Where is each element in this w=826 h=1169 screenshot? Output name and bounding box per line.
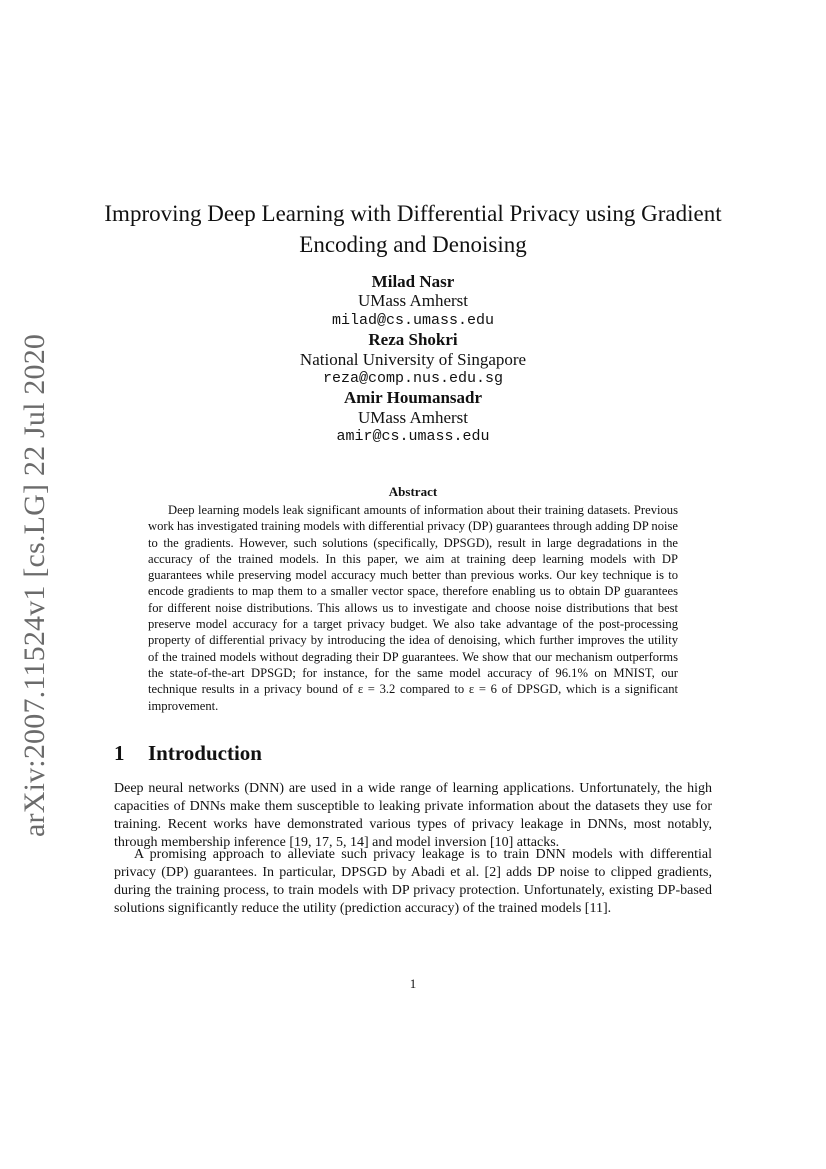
author-affiliation: UMass Amherst [357, 291, 469, 311]
author-name: Reza Shokri [368, 330, 458, 350]
page-number: 1 [409, 976, 417, 991]
author-name: Amir Houmansadr [343, 388, 483, 408]
paper-title: Improving Deep Learning with Differential Privacy using Gradient Encoding and Denoising [104, 201, 722, 257]
body-paragraph: A promising approach to alleviate such privacy leakage is to train DNN models with differential privacy (DP) guarantees. In particular, DPSGD by Abadi et al. [2] adds DP noise to clipped gradients, during the training process, to train models with DP privacy protection. Unfortunately, existing DP-based solutions significantly reduce the utility (prediction accuracy) of the trained models [11]. [114, 847, 712, 916]
author-affiliation: UMass Amherst [357, 407, 469, 427]
section-heading [114, 741, 262, 766]
author-email[interactable]: amir@cs.umass.edu [336, 428, 490, 446]
section-number: 1 [114, 741, 125, 765]
author-email[interactable]: reza@comp.nus.edu.sg [322, 370, 504, 388]
author-email[interactable]: milad@cs.umass.edu [331, 311, 495, 329]
author-block [200, 272, 626, 447]
author-affiliation: National University of Singapore [299, 349, 527, 369]
arxiv-identifier-stamp: arXiv:2007.11524v1 [cs.LG] 22 Jul 2020 [18, 333, 51, 837]
body-paragraph: Deep neural networks (DNN) are used in a wide range of learning applications. Unfortunately, the high capacities of DNNs make them susceptible to leaking private information about the datasets they use for training. Recent works have demonstrated various types of privacy leakage in DNNs, most notably, through membership inference [19, 17, 5, 14] and model inversion [10] attacks. [114, 781, 712, 850]
abstract-text: Deep learning models leak significant amounts of information about their training datasets. Previous work has investigated training models with differential privacy (DP) guarantees through adding DP noise to the gradients. However, such solutions (specifically, DPSGD), result in large degradations in the accuracy of the trained models. In this paper, we aim at training deep learning models with DP guarantees while preserving model accuracy much better than previous works. Our key technique is to encode gradients to map them to a smaller vector space, therefore enabling us to obtain DP guarantees for different noise distributions. This allows us to investigate and choose noise distributions that best preserve model accuracy for a target privacy budget. We also take advantage of the post-processing property of differential privacy by introducing the idea of denoising, which further improves the utility of the trained models without degrading their DP guarantees. We show that our mechanism outperforms the state-of-the-art DPSGD; for instance, for the same model accuracy of 96.1% on MNIST, our technique results in a privacy bound of ε = 3.2 compared to ε = 6 of DPSGD, which is a significant improvement. [148, 503, 678, 713]
abstract-heading: Abstract [388, 484, 438, 499]
section-title: Introduction [148, 741, 262, 765]
author-name: Milad Nasr [371, 272, 455, 291]
